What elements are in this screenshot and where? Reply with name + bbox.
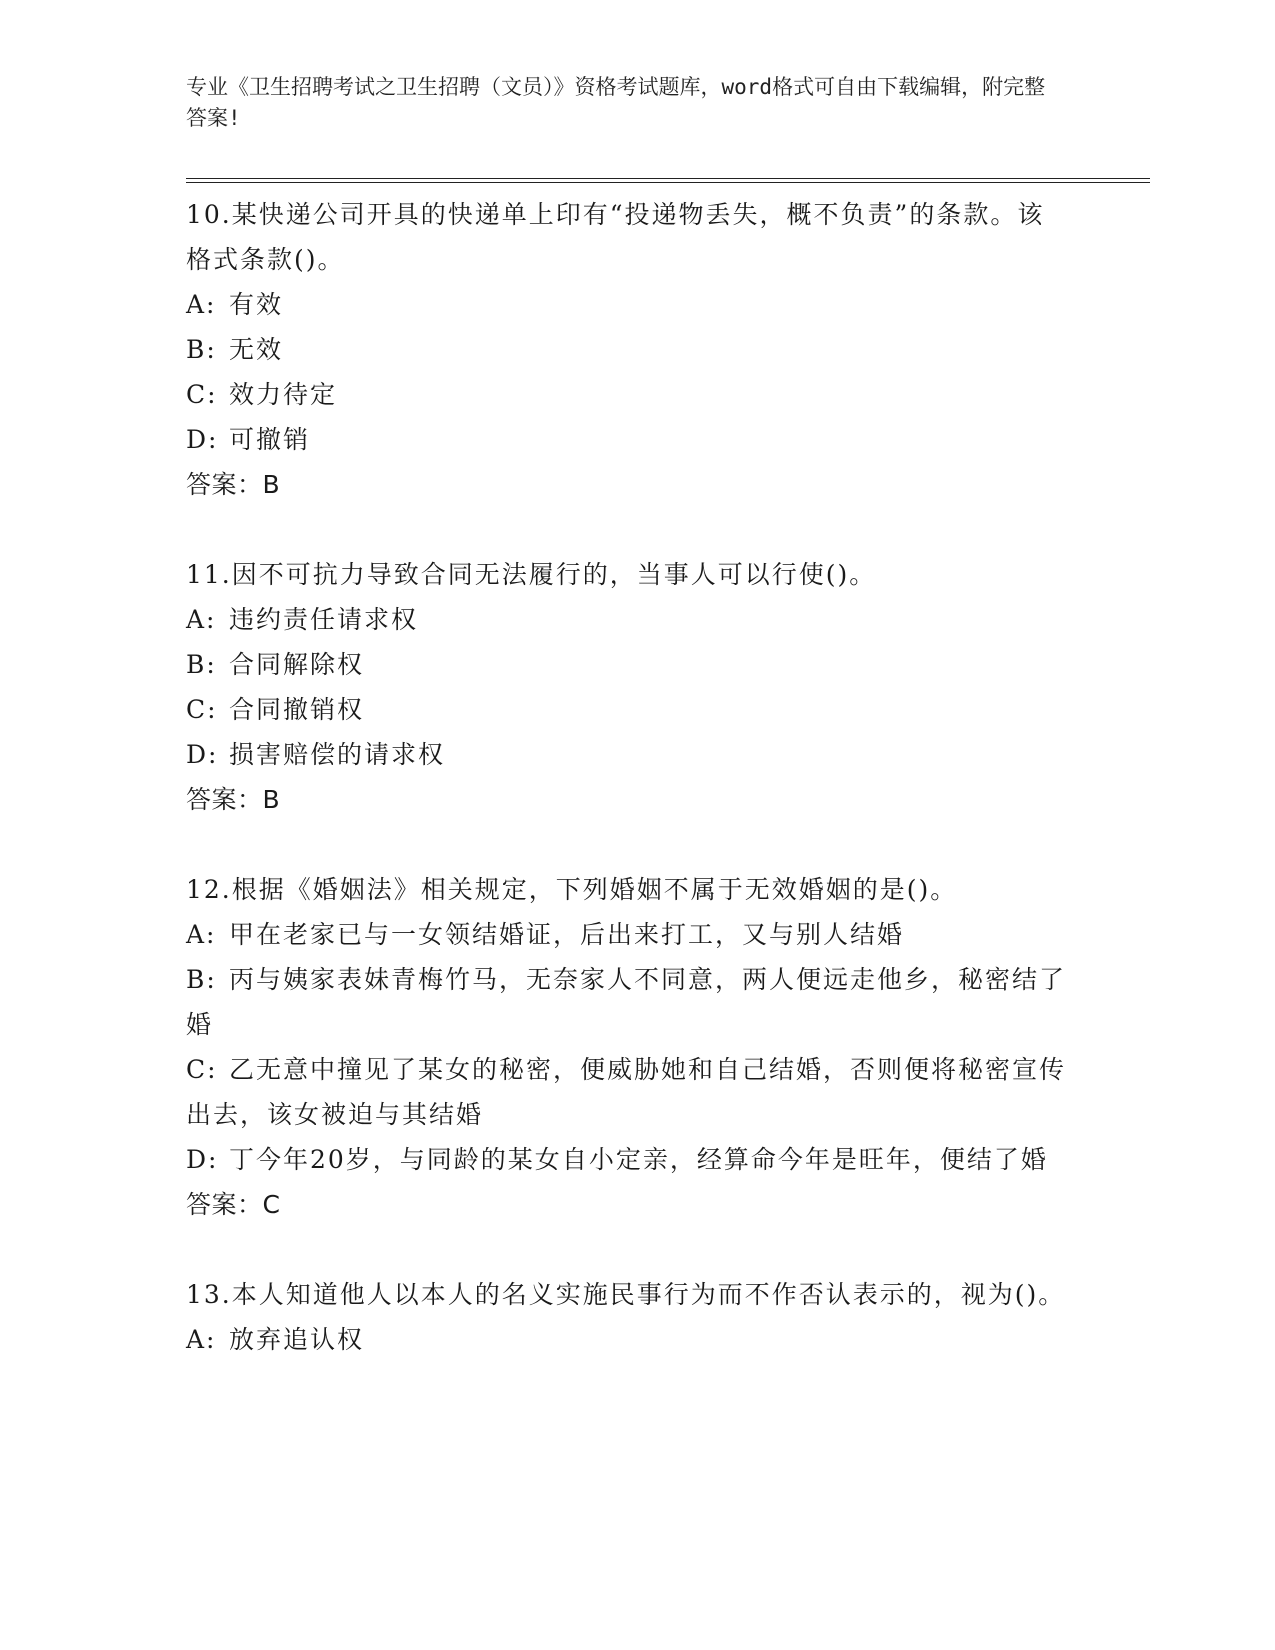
answer-line: 答案：B: [186, 470, 281, 499]
option-letter: A:: [186, 605, 217, 634]
option-text: 违约责任请求权: [229, 605, 419, 634]
option-d: [186, 732, 1066, 777]
answer-line: 答案：B: [186, 785, 281, 814]
option-text: 放弃追认权: [229, 1325, 365, 1354]
option-letter: B:: [186, 335, 217, 364]
option-b: [186, 957, 1066, 1047]
question-12: [186, 867, 1066, 1227]
option-b: [186, 642, 1066, 687]
question-text: 10.某快递公司开具的快递单上印有“投递物丢失，概不负责”的条款。该格式条款()。: [186, 200, 1045, 274]
option-c: [186, 372, 1066, 417]
option-letter: A:: [186, 1325, 217, 1354]
option-letter: B:: [186, 965, 217, 994]
option-d: [186, 1137, 1066, 1182]
question-11: [186, 552, 1066, 822]
option-letter: C:: [186, 695, 218, 724]
question-text: 12.根据《婚姻法》相关规定，下列婚姻不属于无效婚姻的是()。: [186, 875, 958, 904]
option-text: 可撤销: [229, 425, 311, 454]
question-list: [186, 192, 1066, 1407]
option-text: 损害赔偿的请求权: [229, 740, 446, 769]
option-letter: D:: [186, 425, 219, 454]
option-text: 甲在老家已与一女领结婚证，后出来打工，又与别人结婚: [229, 920, 905, 949]
option-c: [186, 687, 1066, 732]
option-text: 效力待定: [229, 380, 338, 409]
option-a: [186, 912, 1066, 957]
question-10: [186, 192, 1066, 507]
option-letter: C:: [186, 380, 218, 409]
option-a: [186, 597, 1066, 642]
option-text: 乙无意中撞见了某女的秘密，便威胁她和自己结婚，否则便将秘密宣传出去，该女被迫与其结婚: [186, 1055, 1067, 1129]
option-text: 合同解除权: [229, 650, 365, 679]
option-a: [186, 282, 1066, 327]
question-13: [186, 1272, 1066, 1362]
option-letter: B:: [186, 650, 217, 679]
option-a: [186, 1317, 1066, 1362]
option-letter: D:: [186, 740, 219, 769]
option-text: 合同撤销权: [229, 695, 365, 724]
option-b: [186, 327, 1066, 372]
answer-line: 答案：C: [186, 1190, 281, 1219]
question-text: 11.因不可抗力导致合同无法履行的，当事人可以行使()。: [186, 560, 877, 589]
option-text: 无效: [229, 335, 284, 364]
option-letter: A:: [186, 920, 217, 949]
document-header: 专业《卫生招聘考试之卫生招聘（文员）》资格考试题库，word格式可自由下载编辑，附完整答案!: [186, 75, 1046, 130]
option-letter: D:: [186, 1145, 219, 1174]
header-divider-top: [186, 178, 1150, 179]
option-letter: C:: [186, 1055, 218, 1084]
option-c: [186, 1047, 1066, 1137]
option-text: 丙与姨家表妹青梅竹马，无奈家人不同意，两人便远走他乡，秘密结了婚: [186, 965, 1067, 1039]
option-text: 有效: [229, 290, 284, 319]
option-letter: A:: [186, 290, 217, 319]
question-text: 13.本人知道他人以本人的名义实施民事行为而不作否认表示的，视为()。: [186, 1280, 1066, 1309]
option-text: 丁今年20岁，与同龄的某女自小定亲，经算命今年是旺年，便结了婚: [229, 1145, 1048, 1174]
option-d: [186, 417, 1066, 462]
header-divider-bottom: [186, 182, 1150, 183]
